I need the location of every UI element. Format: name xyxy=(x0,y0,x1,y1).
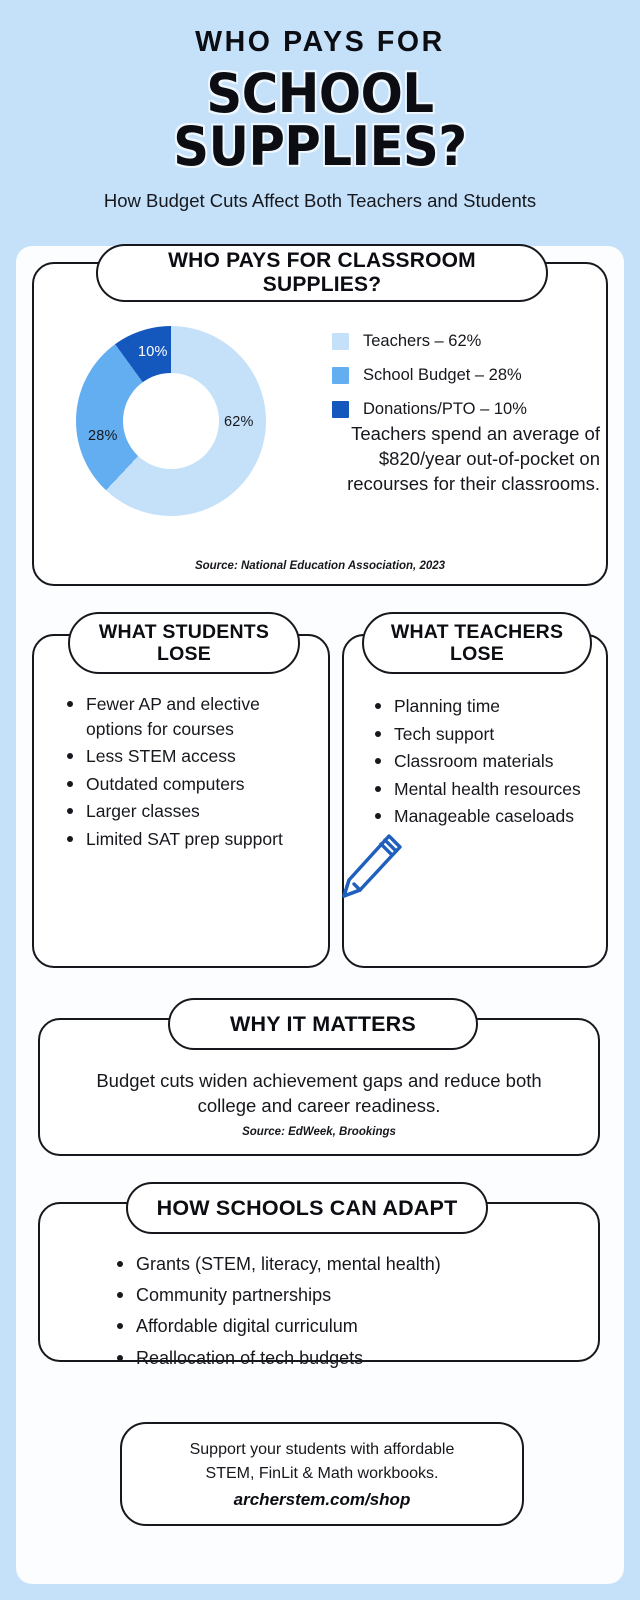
how-schools-adapt-card xyxy=(38,1195,600,1368)
cta-line-2: STEM, FinLit & Math workbooks. xyxy=(205,1464,439,1482)
header-kicker: WHO PAYS FOR xyxy=(195,26,445,58)
teachers-card-title: WHAT TEACHERS LOSE xyxy=(362,612,592,674)
page-title: SCHOOL SUPPLIES? xyxy=(173,62,467,178)
legend-label-school-budget: School Budget – 28% xyxy=(363,366,522,384)
list-item: Reallocation of tech budgets xyxy=(114,1346,568,1371)
donut-label-school-budget: 28% xyxy=(88,428,118,444)
teachers-lose-list xyxy=(372,694,590,832)
list-item: Manageable caseloads xyxy=(372,804,590,829)
list-item: Planning time xyxy=(372,694,590,719)
donut-card-title: WHO PAYS FOR CLASSROOM SUPPLIES? xyxy=(96,244,548,302)
list-item: Less STEM access xyxy=(64,744,312,769)
list-item: Tech support xyxy=(372,722,590,747)
list-item: Outdated computers xyxy=(64,772,312,797)
list-item: Larger classes xyxy=(64,799,312,824)
pencil-icon xyxy=(334,828,406,906)
legend-label-teachers: Teachers – 62% xyxy=(363,332,482,350)
cta-card xyxy=(120,1422,524,1526)
header xyxy=(0,0,640,213)
legend-item-donations xyxy=(332,400,602,419)
legend-swatch-school-budget xyxy=(332,367,349,384)
list-item: Mental health resources xyxy=(372,777,590,802)
legend-swatch-donations xyxy=(332,401,349,418)
students-lose-card xyxy=(32,620,330,968)
students-lose-list xyxy=(64,692,312,854)
list-item: Limited SAT prep support xyxy=(64,827,312,852)
list-item: Affordable digital curriculum xyxy=(114,1314,568,1339)
cta-url[interactable]: archerstem.com/shop xyxy=(233,1489,411,1509)
adapt-list xyxy=(114,1252,568,1377)
legend-item-teachers xyxy=(332,332,602,351)
cta-line-1: Support your students with affordable xyxy=(189,1441,455,1459)
adapt-card-title: HOW SCHOOLS CAN ADAPT xyxy=(126,1182,488,1234)
donut-legend xyxy=(332,332,602,434)
why-body-text: Budget cuts widen achievement gaps and reduce both college and career readiness. xyxy=(96,1070,542,1117)
teachers-lose-card xyxy=(342,620,608,968)
donut-stat-text: Teachers spend an average of $820/year out-of-pocket on recourses for their classrooms. xyxy=(347,423,600,494)
legend-swatch-teachers xyxy=(332,333,349,350)
list-item: Grants (STEM, literacy, mental health) xyxy=(114,1252,568,1277)
list-item: Fewer AP and elective options for courses xyxy=(64,692,312,741)
students-card-title: WHAT STUDENTS LOSE xyxy=(68,612,300,674)
legend-item-school-budget xyxy=(332,366,602,385)
donut-chart-card xyxy=(32,249,608,586)
legend-label-donations: Donations/PTO – 10% xyxy=(363,400,527,418)
header-subtitle: How Budget Cuts Affect Both Teachers and Students xyxy=(103,189,537,211)
why-card-title: WHY IT MATTERS xyxy=(168,998,478,1050)
why-source: Source: EdWeek, Brookings xyxy=(242,1126,396,1138)
why-it-matters-card xyxy=(38,1011,600,1156)
donut-source: Source: National Education Association, 2023 xyxy=(194,560,446,572)
donut-chart xyxy=(76,326,266,516)
donut-label-teachers: 62% xyxy=(224,414,254,430)
list-item: Community partnerships xyxy=(114,1283,568,1308)
donut-label-donations: 10% xyxy=(138,344,168,360)
donut-hole xyxy=(123,373,219,469)
content-panel xyxy=(16,246,624,1584)
list-item: Classroom materials xyxy=(372,749,590,774)
